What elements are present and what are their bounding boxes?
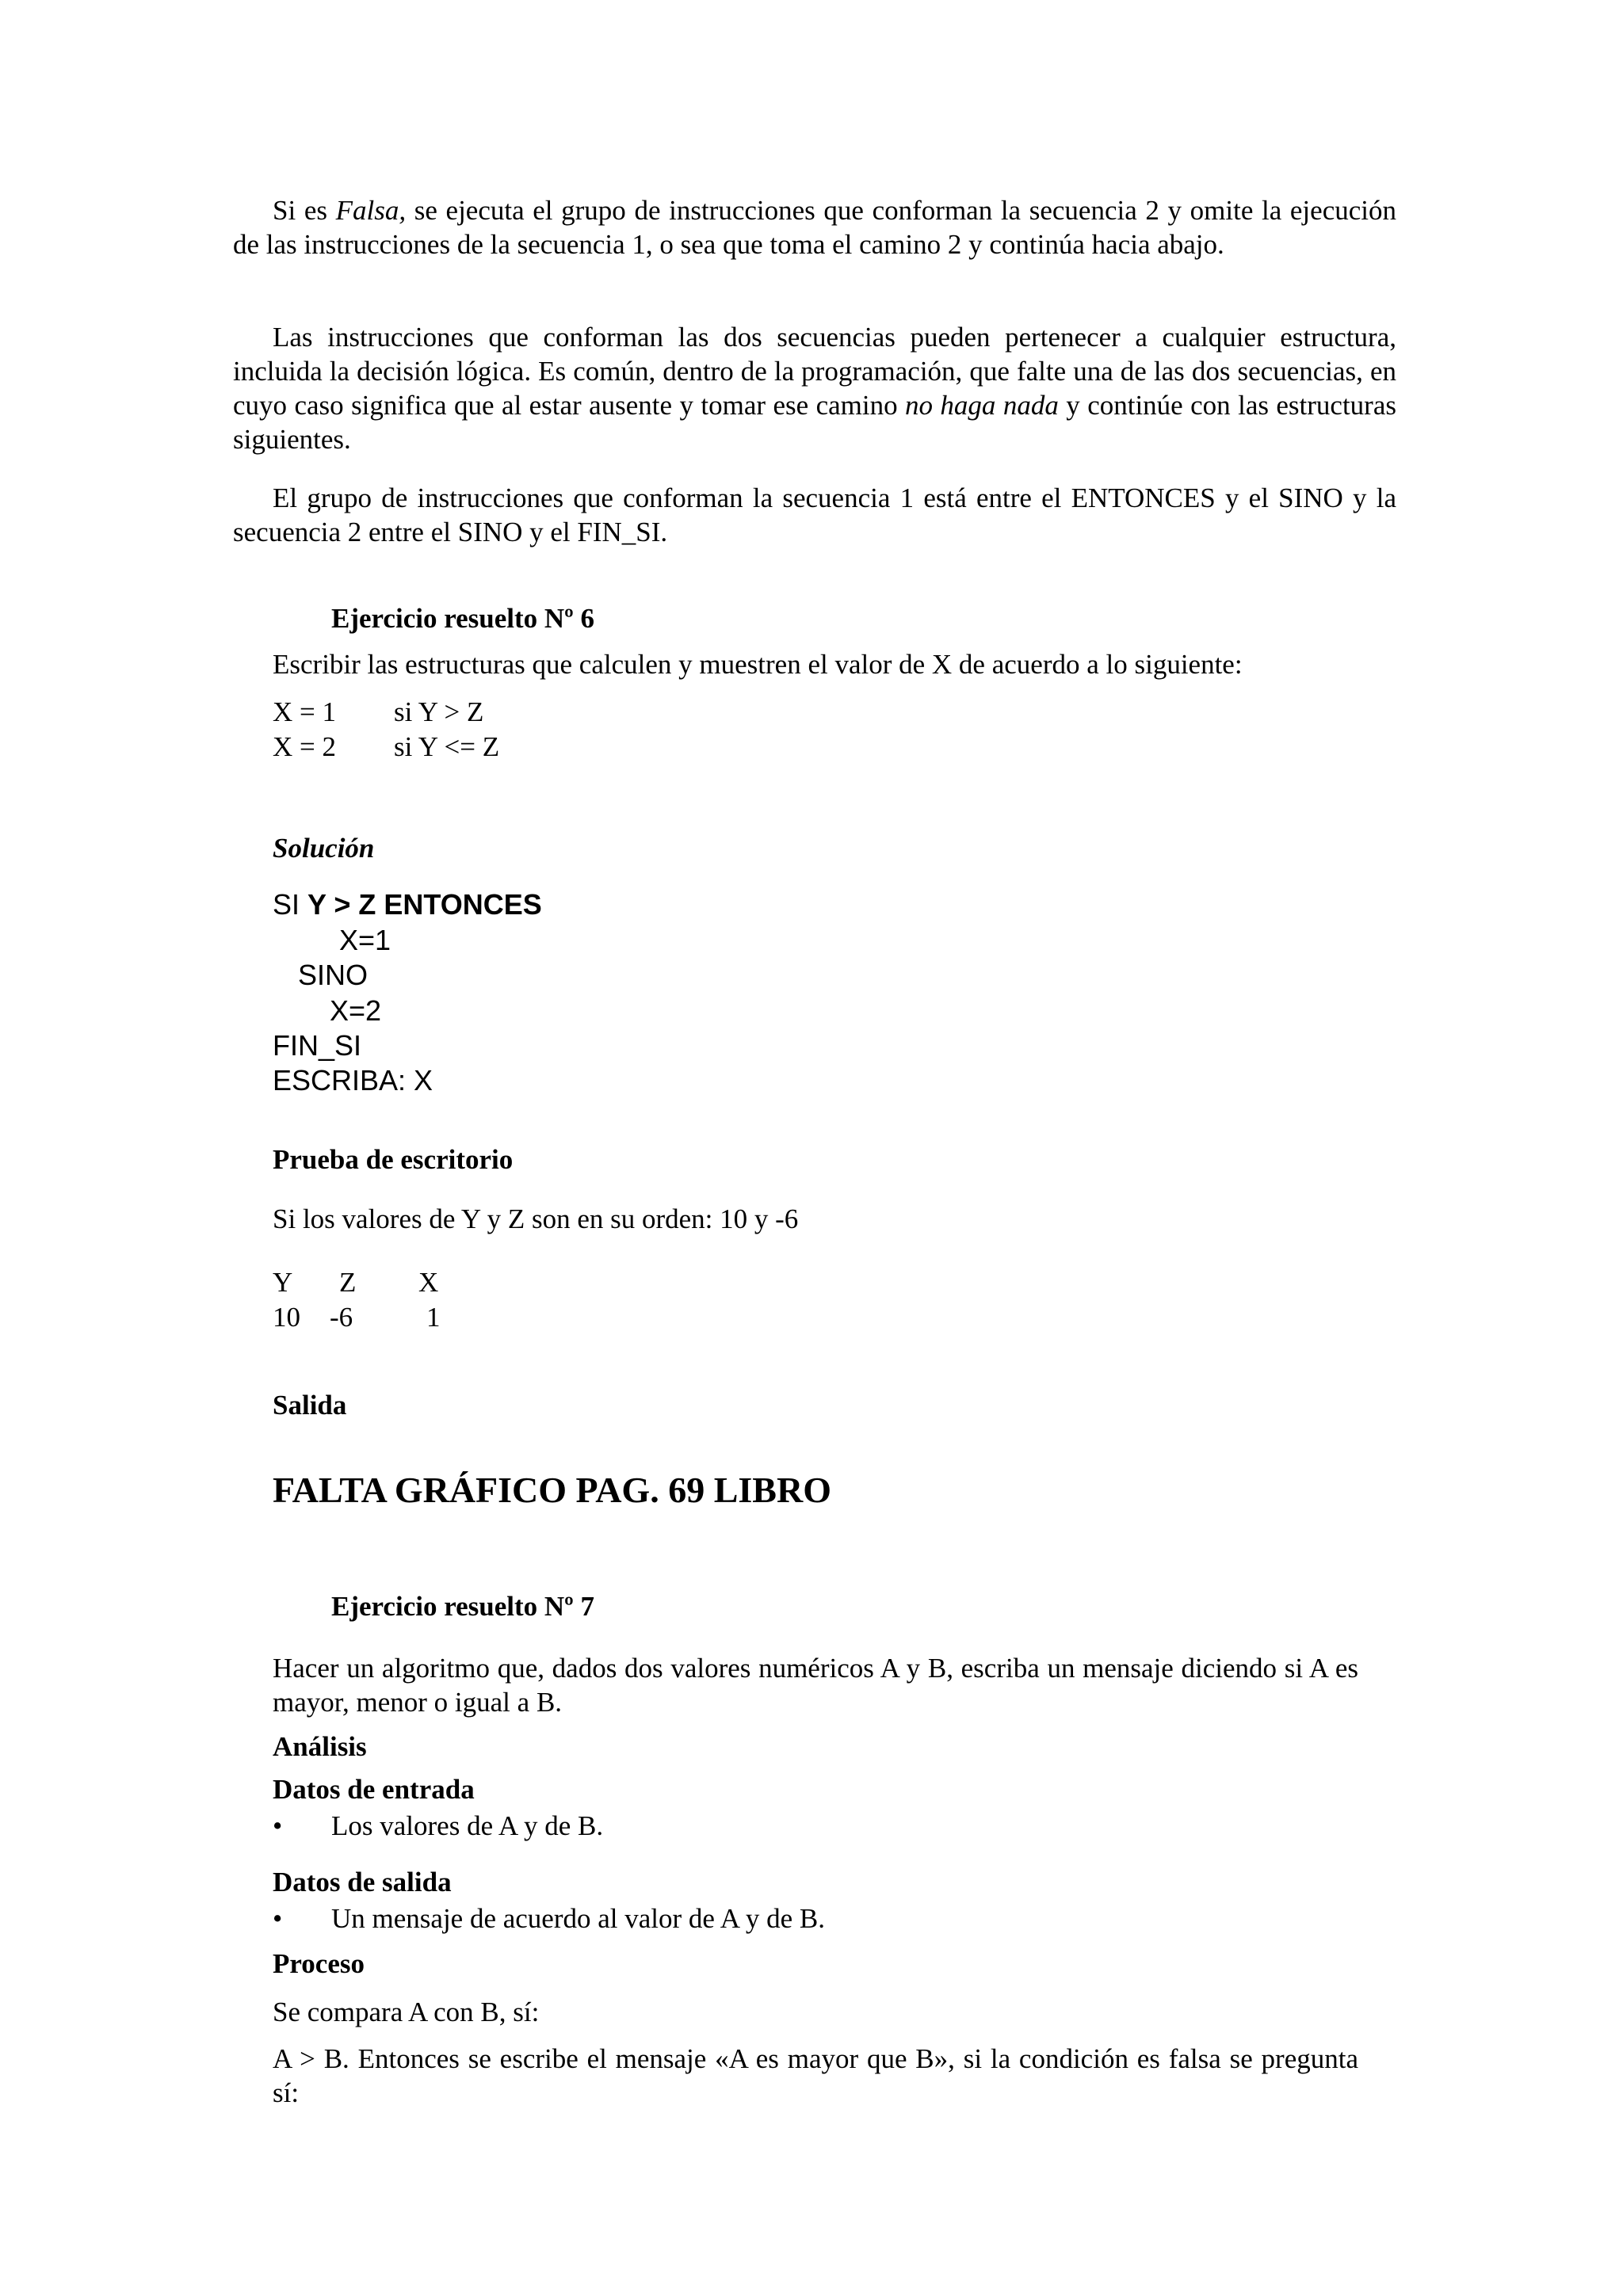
table-header-y: Y xyxy=(273,1267,293,1298)
paragraph-text: Si es xyxy=(273,195,336,226)
exercise-6-statement: Escribir las estructuras que calculen y muestren el valor de X de acuerdo a lo siguiente: xyxy=(273,649,1243,680)
process-line-1: Se compara A con B, sí: xyxy=(273,1997,540,2027)
code-line-x1: X=1 xyxy=(339,924,391,956)
exercise-7-title: Ejercicio resuelto Nº 7 xyxy=(331,1591,594,1622)
table-cell-x: 1 xyxy=(426,1302,441,1333)
italic-falsa: Falsa, xyxy=(335,195,407,226)
solution-label: Solución xyxy=(273,833,375,864)
code-keyword-si: SI xyxy=(273,888,308,921)
condition-cond-2: si Y <= Z xyxy=(394,731,500,762)
desk-test-label: Prueba de escritorio xyxy=(273,1144,514,1175)
paragraph-text: Las instrucciones que conforman las dos secuencias pueden pertenecer a cualquier estructura, incluida la decisión lógica. Es común, dentro de la programación, que falte una de las dos secuencias, en cuyo caso significa que al estar ausente y tomar ese camino xyxy=(233,322,1396,421)
bullet-output: • xyxy=(273,1903,283,1934)
paragraph-secuencias xyxy=(233,320,1396,456)
desk-test-text: Si los valores de Y y Z son en su orden: 10 y -6 xyxy=(273,1203,799,1234)
input-label: Datos de entrada xyxy=(273,1774,475,1805)
condition-assign-2: X = 2 xyxy=(273,731,337,762)
paragraph-grupo: El grupo de instrucciones que conforman la secuencia 1 está entre el ENTONCES y el SINO y la secuencia 2 entre el SINO y el FIN_SI. xyxy=(233,482,1396,547)
paragraph-falsa xyxy=(233,193,1396,261)
table-header-x: X xyxy=(418,1267,439,1298)
code-line-escriba: ESCRIBA: X xyxy=(273,1064,433,1097)
code-line-sino: SINO xyxy=(298,959,369,991)
condition-assign-1: X = 1 xyxy=(273,696,337,727)
code-line-fin-si: FIN_SI xyxy=(273,1029,362,1062)
exercise-7-statement: Hacer un algoritmo que, dados dos valores numéricos A y B, escriba un mensaje diciendo si A es mayor, menor o igual a B. xyxy=(273,1653,1358,1718)
output-label: Salida xyxy=(273,1390,347,1421)
code-line-x2: X=2 xyxy=(330,994,382,1027)
analysis-label: Análisis xyxy=(273,1731,367,1762)
missing-graphic-heading: FALTA GRÁFICO PAG. 69 LIBRO xyxy=(273,1470,831,1510)
condition-cond-1: si Y > Z xyxy=(394,696,484,727)
italic-no-haga-nada: no haga nada xyxy=(905,390,1059,421)
paragraph-text: se ejecuta el grupo de instrucciones que conforman la secuencia 2 y omite la ejecución de las instrucciones de la secuencia 1, o sea que toma el camino 2 y continúa hacia abajo. xyxy=(233,195,1396,260)
output-data-label: Datos de salida xyxy=(273,1867,452,1897)
code-condition: Y > Z ENTONCES xyxy=(307,888,542,921)
exercise-6-title: Ejercicio resuelto Nº 6 xyxy=(331,603,594,634)
table-cell-y: 10 xyxy=(273,1302,300,1333)
bullet-input: • xyxy=(273,1810,283,1841)
input-item: Los valores de A y de B. xyxy=(331,1810,604,1841)
process-line-2: A > B. Entonces se escribe el mensaje «A es mayor que B», si la condición es falsa se pregunta sí: xyxy=(273,2043,1358,2108)
table-cell-z: -6 xyxy=(330,1302,353,1333)
process-label: Proceso xyxy=(273,1948,365,1979)
output-item: Un mensaje de acuerdo al valor de A y de B. xyxy=(331,1903,825,1934)
paragraph-text: y continúe con las estructuras siguientes. xyxy=(233,390,1396,455)
code-line-si xyxy=(273,887,542,922)
table-header-z: Z xyxy=(339,1267,357,1298)
